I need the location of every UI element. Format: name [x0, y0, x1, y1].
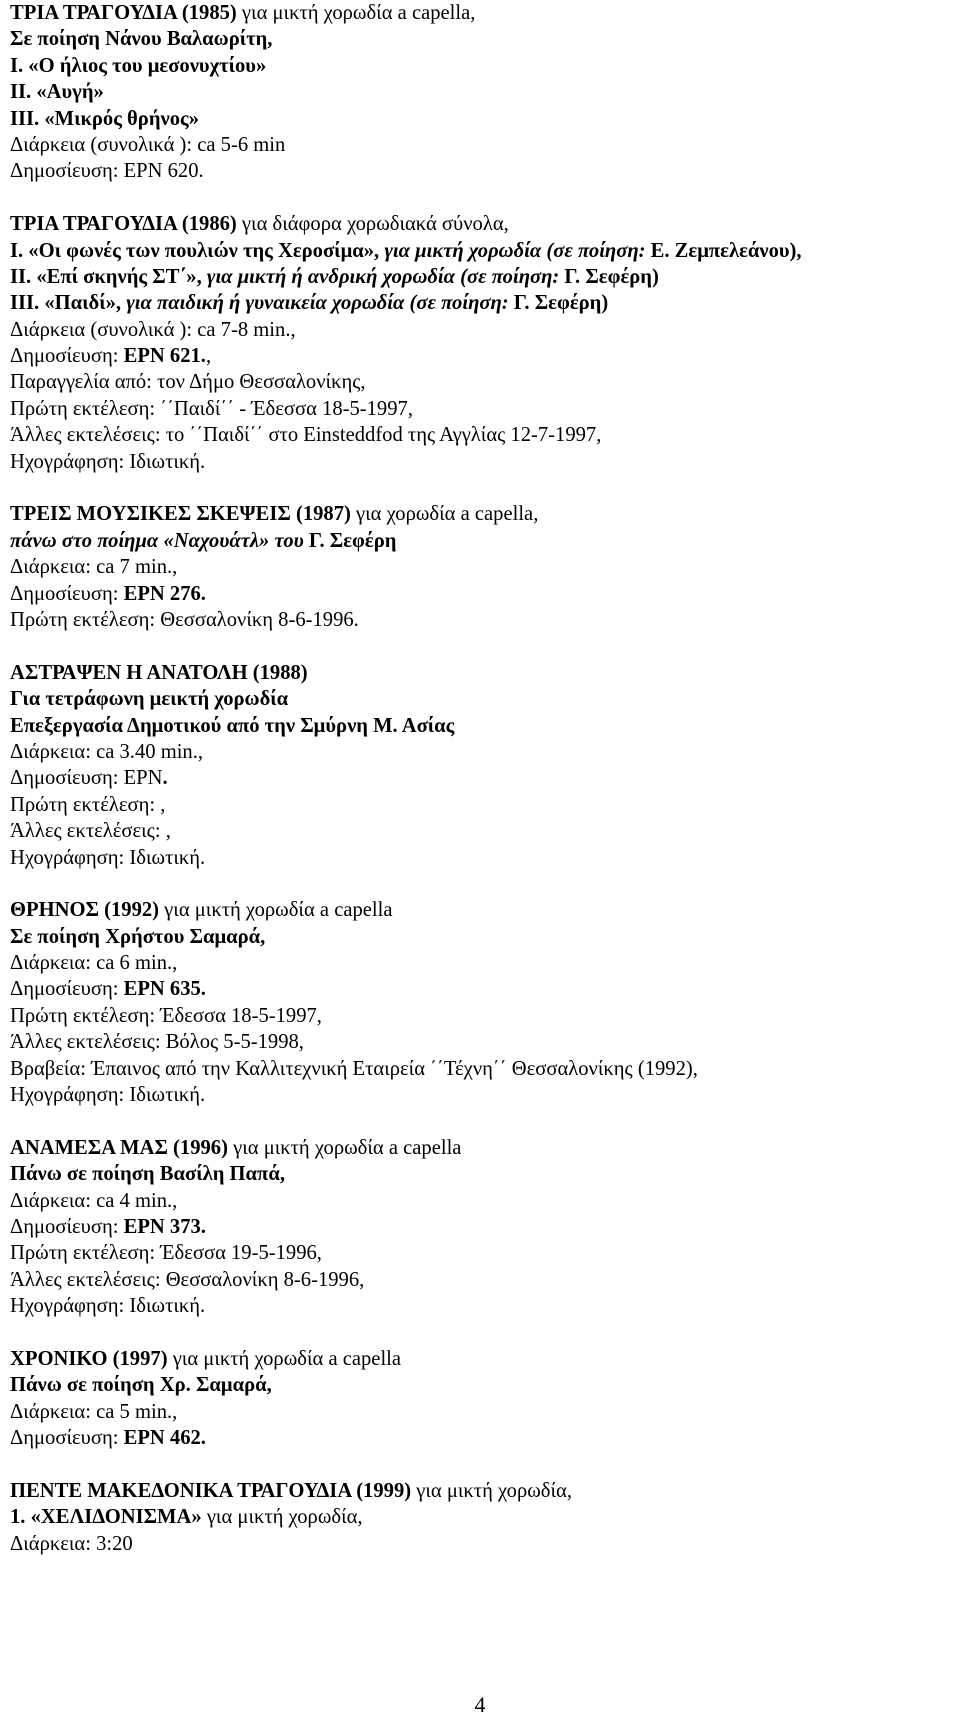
entry-detail-line [10, 238, 950, 264]
text-run: ΕΡΝ 373. [123, 1215, 206, 1238]
text-run: ΤΡΙΑ ΤΡΑΓΟΥΔΙΑ (1986) [10, 213, 237, 236]
entry-detail-line [10, 607, 950, 633]
work-entry [10, 0, 950, 185]
entry-detail-line [10, 845, 950, 871]
text-run: Ηχογράφηση: Ιδιωτική. [10, 1295, 206, 1318]
entry-spacer [10, 1451, 950, 1477]
entry-detail-line [10, 343, 950, 369]
text-run: Πρώτη εκτέλεση: , [10, 793, 166, 816]
text-run: πάνω στο ποίημα «Ναχουάτλ» του [10, 529, 309, 552]
entry-detail-line [10, 1188, 950, 1214]
text-run: για μικτή χορωδία (σε ποίηση: [379, 239, 651, 262]
text-run: Δημοσίευση: ΕΡΝ 620. [10, 160, 204, 183]
text-run: Σε ποίηση Χρήστου Σαμαρά, [10, 925, 266, 948]
text-run: ΤΡΕΙΣ ΜΟΥΣΙΚΕΣ ΣΚΕΨΕΙΣ (1987) [10, 503, 351, 526]
entry-title-line [10, 501, 950, 527]
work-entry [10, 1135, 950, 1320]
text-run: Γ. Σεφέρη) [513, 292, 609, 315]
work-entry [10, 660, 950, 871]
text-run: Παραγγελία από: τον Δήμο Θεσσαλονίκης, [10, 371, 366, 394]
text-run: Διάρκεια: ca 4 min., [10, 1189, 178, 1212]
entry-detail-line [10, 1267, 950, 1293]
text-run: ΙΙΙ. «Παιδί», [10, 292, 122, 315]
work-entry [10, 501, 950, 633]
entry-detail-line [10, 1531, 950, 1557]
text-run: Διάρκεια: ca 7 min., [10, 556, 178, 579]
entry-detail-line [10, 79, 950, 105]
entry-detail-line [10, 1029, 950, 1055]
entry-detail-line [10, 53, 950, 79]
document-body [10, 0, 950, 1557]
entry-spacer [10, 475, 950, 501]
entry-detail-line [10, 765, 950, 791]
entry-detail-line [10, 264, 950, 290]
entry-title-line [10, 0, 950, 26]
text-run: Δημοσίευση: [10, 1427, 124, 1450]
entry-detail-line [10, 396, 950, 422]
text-run: ΕΡΝ 276. [123, 582, 206, 605]
text-run: ΠΕΝΤΕ ΜΑΚΕΔΟΝΙΚΑ ΤΡΑΓΟΥΔΙΑ (1999) [10, 1479, 412, 1502]
text-run: ΕΡΝ 621. [123, 345, 206, 368]
entry-detail-line [10, 290, 950, 316]
entry-detail-line [10, 1504, 950, 1530]
work-entry [10, 211, 950, 475]
entry-detail-line [10, 1214, 950, 1240]
work-entry [10, 1478, 950, 1557]
entry-detail-line [10, 950, 950, 976]
text-run: ΙΙΙ. «Μικρός θρήνος» [10, 107, 199, 130]
text-run: Άλλες εκτελέσεις: , [10, 820, 171, 843]
entry-detail-line [10, 792, 950, 818]
text-run: για χορωδία a capella, [350, 503, 539, 526]
text-run: Επεξεργασία Δημοτικού από την Σμύρνη Μ. Ασίας [10, 714, 455, 737]
text-run: Πρώτη εκτέλεση: Έδεσσα 19-5-1996, [10, 1242, 322, 1265]
text-run: για μικτή χορωδία a capella [167, 1347, 402, 1370]
text-run: για μικτή χορωδία, [201, 1506, 363, 1529]
entry-detail-line [10, 1082, 950, 1108]
text-run: Ι. «Οι φωνές των πουλιών της Χεροσίμα», [10, 239, 380, 262]
entry-detail-line [10, 369, 950, 395]
text-run: Ι. «Ο ήλιος του μεσονυχτίου» [10, 54, 267, 77]
entry-detail-line [10, 1161, 950, 1187]
text-run: Δημοσίευση: ΕΡΝ [10, 767, 163, 790]
entry-detail-line [10, 132, 950, 158]
text-run: Γ. Σεφέρη [308, 529, 397, 552]
entry-detail-line [10, 26, 950, 52]
text-run: Διάρκεια: ca 6 min., [10, 952, 178, 975]
entry-detail-line [10, 818, 950, 844]
text-run: για παιδική ή γυναικεία χορωδία (σε ποίηση: [121, 292, 514, 315]
text-run: ΧΡΟΝΙΚΟ (1997) [10, 1347, 168, 1370]
entry-detail-line [10, 1056, 950, 1082]
entry-title-line [10, 1135, 950, 1161]
text-run: Άλλες εκτελέσεις: το ΄΄Παιδί΄΄ στο Einsteddfod της Αγγλίας 12-7-1997, [10, 424, 602, 447]
entry-spacer [10, 633, 950, 659]
text-run: Βραβεία: Έπαινος από την Καλλιτεχνική Εταιρεία ΄΄Τέχνη΄΄ Θεσσαλονίκης (1992), [10, 1057, 698, 1080]
text-run: Πάνω σε ποίηση Βασίλη Παπά, [10, 1163, 285, 1186]
entry-detail-line [10, 976, 950, 1002]
text-run: Άλλες εκτελέσεις: Βόλος 5-5-1998, [10, 1031, 304, 1054]
entry-spacer [10, 185, 950, 211]
text-run: Πάνω σε ποίηση Χρ. Σαμαρά, [10, 1374, 272, 1397]
entry-spacer [10, 871, 950, 897]
text-run: ΕΡΝ 635. [123, 978, 206, 1001]
entry-title-line [10, 1478, 950, 1504]
entry-detail-line [10, 528, 950, 554]
text-run: Δημοσίευση: [10, 582, 124, 605]
text-run: ΙΙ. «Αυγή» [10, 81, 104, 104]
text-run: ΤΡΙΑ ΤΡΑΓΟΥΔΙΑ (1985) [10, 2, 237, 24]
text-run: Άλλες εκτελέσεις: Θεσσαλονίκη 8-6-1996, [10, 1268, 365, 1291]
text-run: Διάρκεια: ca 3.40 min., [10, 740, 204, 763]
entry-detail-line [10, 1399, 950, 1425]
text-run: για μικτή χορωδία a capella [159, 899, 393, 922]
entry-detail-line [10, 581, 950, 607]
entry-title-line [10, 660, 950, 686]
text-run: ΑΣΤΡΑΨΕΝ Η ΑΝΑΤΟΛΗ (1988) [10, 661, 308, 684]
text-run: , [205, 345, 212, 368]
text-run: 1. «ΧΕΛΙΔΟΝΙΣΜΑ» [10, 1506, 202, 1529]
entry-detail-line [10, 1293, 950, 1319]
text-run: . [162, 767, 168, 790]
text-run: Ηχογράφηση: Ιδιωτική. [10, 1084, 206, 1107]
text-run: Διάρκεια: 3:20 [10, 1532, 133, 1555]
text-run: ΑΝΑΜΕΣΑ ΜΑΣ (1996) [10, 1136, 228, 1159]
text-run: Πρώτη εκτέλεση: Θεσσαλονίκη 8-6-1996. [10, 608, 359, 631]
text-run: Διάρκεια (συνολικά ): ca 7-8 min., [10, 318, 296, 341]
text-run: Ε. Ζεμπελεάνου), [650, 239, 802, 262]
entry-detail-line [10, 449, 950, 475]
text-run: Για τετράφωνη μεικτή χορωδία [10, 688, 289, 711]
text-run: Ηχογράφηση: Ιδιωτική. [10, 846, 206, 869]
entry-detail-line [10, 713, 950, 739]
entry-detail-line [10, 1003, 950, 1029]
entry-spacer [10, 1108, 950, 1134]
text-run: Πρώτη εκτέλεση: Έδεσσα 18-5-1997, [10, 1004, 322, 1027]
entry-title-line [10, 1346, 950, 1372]
text-run: Δημοσίευση: [10, 1215, 124, 1238]
text-run: ΙΙ. «Επί σκηνής ΣΤ΄», [10, 265, 202, 288]
text-run: για μικτή χορωδία a capella [227, 1136, 462, 1159]
page-number: 4 [474, 1692, 486, 1717]
text-run: Δημοσίευση: [10, 978, 124, 1001]
text-run: για διάφορα χορωδιακά σύνολα, [236, 213, 509, 236]
text-run: ΕΡΝ 462. [123, 1427, 206, 1450]
text-run: Σε ποίηση Νάνου Βαλαωρίτη, [10, 28, 273, 51]
text-run: για μικτή χορωδία a capella, [236, 2, 476, 24]
text-run: για μικτή χορωδία, [411, 1479, 572, 1502]
entry-detail-line [10, 106, 950, 132]
entry-detail-line [10, 686, 950, 712]
entry-detail-line [10, 554, 950, 580]
text-run: Πρώτη εκτέλεση: ΄΄Παιδί΄΄ - Έδεσσα 18-5-1997, [10, 397, 413, 420]
text-run: Δημοσίευση: [10, 345, 124, 368]
entry-spacer [10, 1320, 950, 1346]
entry-detail-line [10, 158, 950, 184]
entry-detail-line [10, 1425, 950, 1451]
entry-detail-line [10, 422, 950, 448]
text-run: Γ. Σεφέρη) [564, 265, 659, 288]
entry-detail-line [10, 739, 950, 765]
work-entry [10, 897, 950, 1108]
entry-title-line [10, 897, 950, 923]
entry-detail-line [10, 1240, 950, 1266]
entry-detail-line [10, 924, 950, 950]
text-run: Διάρκεια: ca 5 min., [10, 1400, 178, 1423]
text-run: Διάρκεια (συνολικά ): ca 5-6 min [10, 133, 286, 156]
entry-detail-line [10, 317, 950, 343]
entry-detail-line [10, 1372, 950, 1398]
entry-title-line [10, 211, 950, 237]
text-run: ΘΡΗΝΟΣ (1992) [10, 899, 160, 922]
work-entry [10, 1346, 950, 1452]
text-run: Ηχογράφηση: Ιδιωτική. [10, 450, 206, 473]
text-run: για μικτή ή ανδρική χορωδία (σε ποίηση: [201, 265, 565, 288]
